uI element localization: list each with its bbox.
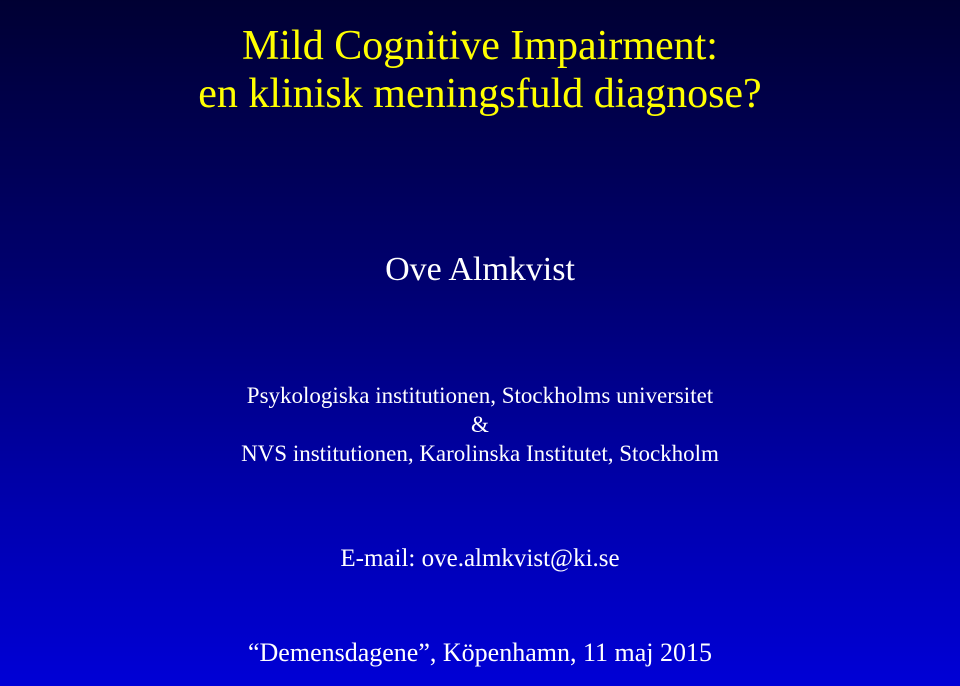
slide-title [0, 22, 960, 118]
slide-title-line-2: en klinisk meningsfuld diagnose? [198, 71, 762, 117]
affiliation-line-2: NVS institutionen, Karolinska Institutet, Stockholm [241, 441, 719, 466]
contact-email: E-mail: ove.almkvist@ki.se [340, 545, 620, 572]
event-info: “Demensdagene”, Köpenhamn, 11 maj 2015 [247, 638, 712, 667]
affiliation-line-1: Psykologiska institutionen, Stockholms universitet [246, 383, 714, 408]
affiliations [0, 381, 960, 468]
author-name: Ove Almkvist [385, 251, 575, 288]
slide-title-line-1: Mild Cognitive Impairment: [242, 23, 718, 69]
affiliation-separator: & [471, 412, 489, 437]
